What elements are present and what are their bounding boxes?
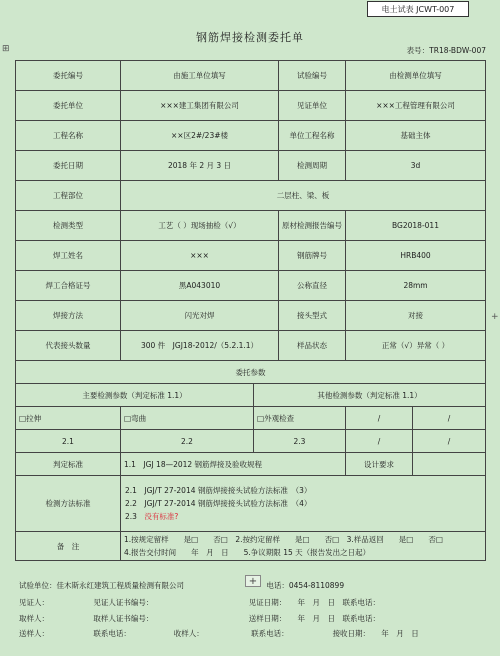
remarks-line: 4.报告交付时间 年 月 日 5.争议期限 15 天（报告发出之日起） (124, 548, 371, 557)
sampler-label: 取样人： (19, 614, 49, 623)
form-code-tag: 电土试表 JCWT-007 (367, 1, 469, 17)
label-cell: 原材检测报告编号 (279, 211, 346, 241)
value-cell[interactable]: 3d (346, 151, 486, 181)
table-row (16, 211, 486, 241)
label-cell: 备 注 (16, 532, 121, 561)
move-icon[interactable]: ⊞ (2, 44, 10, 54)
label-cell: 检测方法标准 (16, 476, 121, 532)
remarks-line: 1.按规定留样 是□ 否□ 2.按约定留样 是□ 否□ 3.样品返回 是□ 否□ (124, 535, 443, 544)
table-row (16, 61, 486, 91)
label-cell: 检测类型 (16, 211, 121, 241)
tensile-checkbox[interactable]: □拉伸 (16, 407, 121, 430)
table-row (16, 121, 486, 151)
section-subheading: 主要检测参数（判定标准 1.1） (16, 384, 254, 407)
label-cell: 代表接头数量 (16, 331, 121, 361)
deliverer-label: 送样人： (19, 629, 49, 638)
label-cell: 公称直径 (279, 271, 346, 301)
table-row (16, 430, 486, 453)
witness-label: 见证人： (19, 598, 49, 607)
table-row (16, 271, 486, 301)
table-row (16, 532, 486, 561)
table-row (16, 453, 486, 476)
table-row (16, 476, 486, 532)
label-cell: 判定标准 (16, 453, 121, 476)
value-cell[interactable]: 闪光对焊 (121, 301, 279, 331)
label-cell: 检测周期 (279, 151, 346, 181)
witness-date-label: 见证日期： 年 月 日 联系电话： (248, 598, 381, 607)
table-row (16, 384, 486, 407)
appearance-checkbox[interactable]: □外观检查 (254, 407, 346, 430)
label-cell: 接头型式 (279, 301, 346, 331)
table-row (16, 407, 486, 430)
commission-form-table (15, 60, 486, 561)
param-cell: / (346, 407, 413, 430)
table-row (16, 331, 486, 361)
deliverer-phone-label: 联系电话： (93, 629, 131, 638)
footer-row-witness (19, 597, 489, 608)
label-cell: 钢筋牌号 (279, 241, 346, 271)
footer-row-delivery (19, 628, 489, 639)
param-cell: 2.2 (121, 430, 254, 453)
table-row (16, 151, 486, 181)
table-row (16, 361, 486, 384)
value-cell[interactable] (413, 453, 486, 476)
method-line-number: 2.3 (125, 512, 137, 521)
value-cell[interactable]: 2018 年 2 月 3 日 (121, 151, 279, 181)
value-cell[interactable]: ×××工程管理有限公司 (346, 91, 486, 121)
label-cell: 试验编号 (279, 61, 346, 91)
param-cell: 2.3 (254, 430, 346, 453)
table-row (16, 91, 486, 121)
lab-name: 试验单位：佳木斯永红建筑工程质量检测有限公司 (19, 581, 184, 590)
label-cell: 设计要求 (346, 453, 413, 476)
param-cell: / (346, 430, 413, 453)
param-cell: / (413, 407, 486, 430)
table-row (16, 241, 486, 271)
param-cell: 2.1 (16, 430, 121, 453)
page-title: 钢筋焊接检测委托单 (196, 31, 304, 44)
table-row (16, 301, 486, 331)
plus-icon: + (248, 576, 258, 587)
section-heading: 委托参数 (16, 361, 486, 384)
value-cell[interactable]: ×××建工集团有限公司 (121, 91, 279, 121)
value-cell[interactable]: BG2018-011 (346, 211, 486, 241)
sampling-date-label: 送样日期： 年 月 日 联系电话： (248, 614, 381, 623)
label-cell: 焊工姓名 (16, 241, 121, 271)
value-cell[interactable]: 工艺（ ）现场抽检（√） (121, 211, 279, 241)
label-cell: 委托单位 (16, 91, 121, 121)
label-cell: 单位工程名称 (279, 121, 346, 151)
receiver-phone-label: 联系电话： (251, 629, 289, 638)
method-standards[interactable] (121, 476, 486, 532)
method-line: 2.2 JGJ/T 27-2014 钢筋焊接接头试验方法标准 （4） (125, 499, 312, 508)
method-line: 2.1 JGJ/T 27-2014 钢筋焊接接头试验方法标准 （3） (125, 486, 312, 495)
method-line (125, 510, 481, 523)
label-cell: 工程部位 (16, 181, 121, 211)
label-cell: 样品状态 (279, 331, 346, 361)
value-cell[interactable]: 300 件 JGJ18-2012/（5.2.1.1） (121, 331, 279, 361)
document-number: 表号：TR18-BDW-007 (406, 46, 486, 55)
label-cell: 工程名称 (16, 121, 121, 151)
value-cell[interactable]: ××× (121, 241, 279, 271)
method-line-comment: 没有标准? (144, 512, 179, 521)
label-cell: 委托日期 (16, 151, 121, 181)
sampler-cert-label: 取样人证书编号： (93, 614, 154, 623)
value-cell[interactable]: HRB400 (346, 241, 486, 271)
remarks[interactable] (121, 532, 486, 561)
value-cell[interactable]: 黑A043010 (121, 271, 279, 301)
value-cell[interactable]: 28mm (346, 271, 486, 301)
witness-cert-label: 见证人证书编号： (93, 598, 154, 607)
value-cell[interactable]: 正常（√）异常（ ） (346, 331, 486, 361)
lab-phone: 电话：0454-8110899 (266, 581, 345, 590)
value-cell[interactable]: 1.1 JGJ 18—2012 钢筋焊接及验收规程 (121, 453, 346, 476)
value-cell[interactable]: 二层柱、梁、板 (121, 181, 486, 211)
footer-row-sampler (19, 613, 489, 624)
value-cell[interactable]: 对接 (346, 301, 486, 331)
value-cell[interactable]: 由施工单位填写 (121, 61, 279, 91)
label-cell: 见证单位 (279, 91, 346, 121)
value-cell[interactable]: ××区2#/23#楼 (121, 121, 279, 151)
param-cell: / (413, 430, 486, 453)
value-cell[interactable]: 由检测单位填写 (346, 61, 486, 91)
table-row (16, 181, 486, 211)
footer-row-lab (19, 580, 489, 591)
add-column-icon[interactable]: + (491, 312, 499, 322)
label-cell: 焊工合格证号 (16, 271, 121, 301)
label-cell: 委托编号 (16, 61, 121, 91)
bending-checkbox[interactable]: □弯曲 (121, 407, 254, 430)
label-cell: 焊接方法 (16, 301, 121, 331)
value-cell[interactable]: 基础主体 (346, 121, 486, 151)
section-subheading: 其他检测参数（判定标准 1.1） (254, 384, 486, 407)
receiver-label: 收样人： (173, 629, 204, 638)
receive-date-label: 接收日期： 年 月 日 (332, 629, 419, 638)
